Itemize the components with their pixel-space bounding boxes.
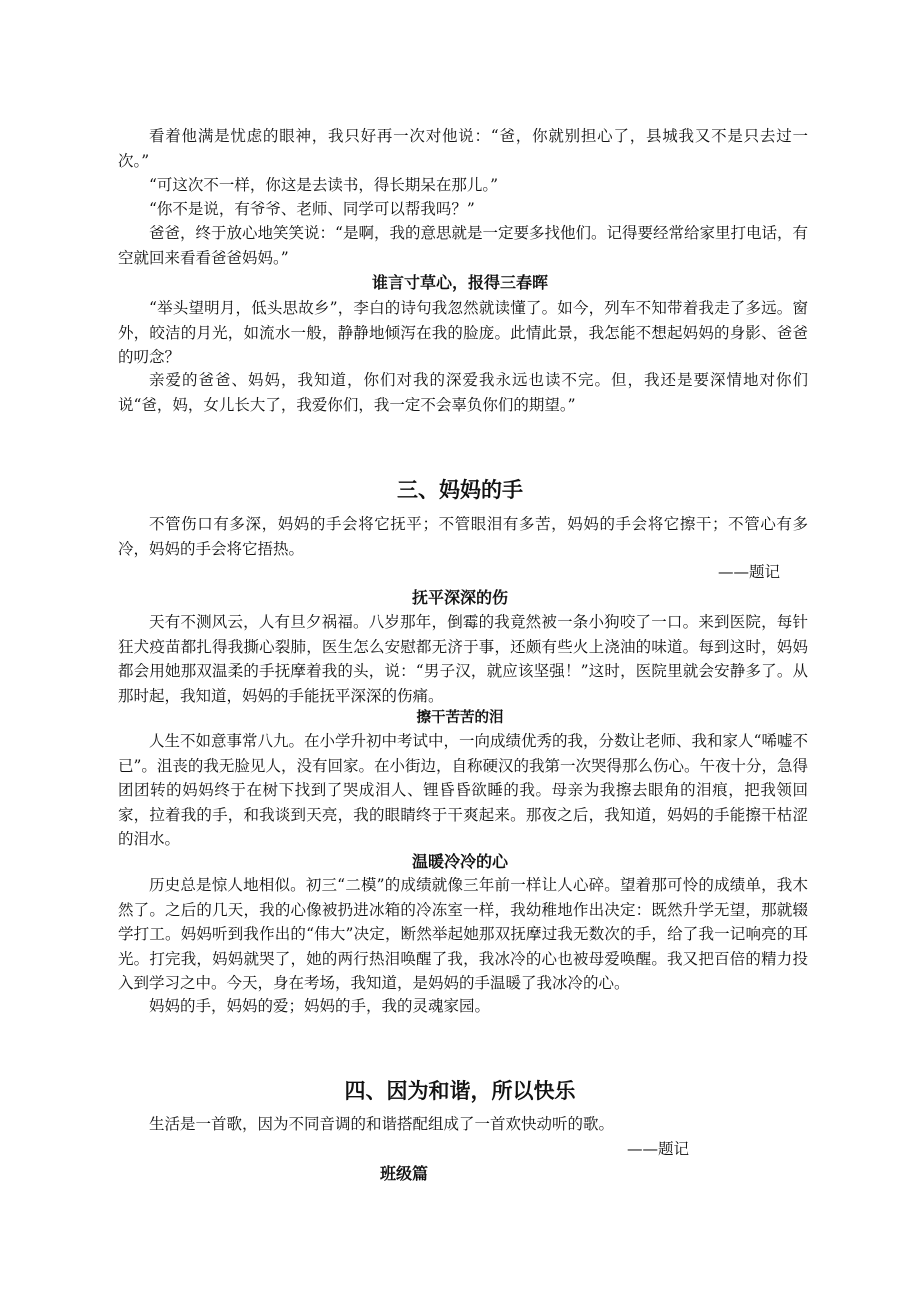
epigraph: 生活是一首歌，因为不同音调的和谐搭配组成了一首欢快动听的歌。 — [149, 1115, 615, 1133]
paragraph: “举头望明月，低头思故乡”，李白的诗句我忽然就读懂了。如今，列车不知带着我走了多远。窗外，皎洁的月光，如流水一般，静静地倾泻在我的脸庞。此情此景，我怎能不想起妈妈的身影、爸爸的叨念？ — [118, 299, 808, 366]
paragraph: 爸爸，终于放心地笑笑说：“是啊，我的意思就是一定要多找他们。记得要经常给家里打电话，有空就回来看看爸爸妈妈。” — [118, 224, 808, 267]
subheading: 擦干苦苦的泪 — [416, 710, 504, 726]
epigraph: 不管伤口有多深，妈妈的手会将它抚平；不管眼泪有多苦，妈妈的手会将它擦干；不管心有多冷，妈妈的手会将它捂热。 — [118, 515, 808, 558]
subheading: 温暖冷冷的心 — [411, 852, 508, 871]
paragraph: “可这次不一样，你这是去读书，得长期呆在那儿。” — [149, 176, 499, 194]
epigraph-signature: ——题记 — [627, 1140, 690, 1158]
section-title: 四、因为和谐，所以快乐 — [344, 1079, 576, 1103]
paragraph: 天有不测风云，人有旦夕祸福。八岁那年，倒霉的我竟然被一条小狗咬了一口。来到医院，每针狂犬疫苗都扎得我撕心裂肺，医生怎么安慰都无济于事，还颇有些火上浇油的味道。每到这时，妈妈都会用她那双温柔的手抚摩着我的头，说：“男子汉，就应该坚强！”这时，医院里就会安静多了。从那时起，我知道，妈妈的手能抚平深深的伤痛。 — [118, 613, 808, 705]
subheading: 班级篇 — [380, 1164, 429, 1183]
paragraph: 妈妈的手，妈妈的爱；妈妈的手，我的灵魂家园。 — [149, 997, 491, 1015]
paragraph: 人生不如意事常八九。在小学升初中考试中，一向成绩优秀的我，分数让老师、我和家人“唏嘘不已”。沮丧的我无脸见人，没有回家。在小街边，自称硬汉的我第一次哭得那么伤心。午夜十分，急得团团转的妈妈终于在树下找到了哭成泪人、锂昏昏欲睡的我。母亲为我擦去眼角的泪痕，把我领回家，拉着我的手，和我谈到天亮，我的眼睛终于干爽起来。那夜之后，我知道，妈妈的手能擦干枯涩的泪水。 — [118, 732, 808, 848]
paragraph: 历史总是惊人地相似。初三“二模”的成绩就像三年前一样让人心碎。望着那可怜的成绩单，我木然了。之后的几天，我的心像被扔进冰箱的冷冻室一样，我幼稚地作出决定：既然升学无望，那就辍学打工。妈妈听到我作出的“伟大”决定，断然举起她那双抚摩过我无数次的手，给了我一记响亮的耳光。打完我，妈妈就哭了，她的两行热泪唤醒了我，我冰冷的心也被母爱唤醒。我又把百倍的精力投入到学习之中。今天，身在考场，我知道，是妈妈的手温暖了我冰冷的心。 — [118, 876, 808, 992]
paragraph: 看着他满是忧虑的眼神，我只好再一次对他说：“爸，你就别担心了，县城我又不是只去过一次。” — [118, 127, 808, 170]
epigraph-signature: ——题记 — [718, 563, 781, 581]
section-title: 三、妈妈的手 — [397, 478, 523, 502]
paragraph: 亲爱的爸爸、妈妈，我知道，你们对我的深爱我永远也读不完。但，我还是要深情地对你们说“爸，妈，女儿长大了，我爱你们，我一定不会辜负你们的期望。” — [118, 371, 808, 414]
paragraph: “你不是说，有爷爷、老师、同学可以帮我吗？” — [149, 200, 475, 218]
subheading: 谁言寸草心，报得三春晖 — [371, 273, 548, 292]
subheading: 抚平深深的伤 — [411, 588, 508, 607]
